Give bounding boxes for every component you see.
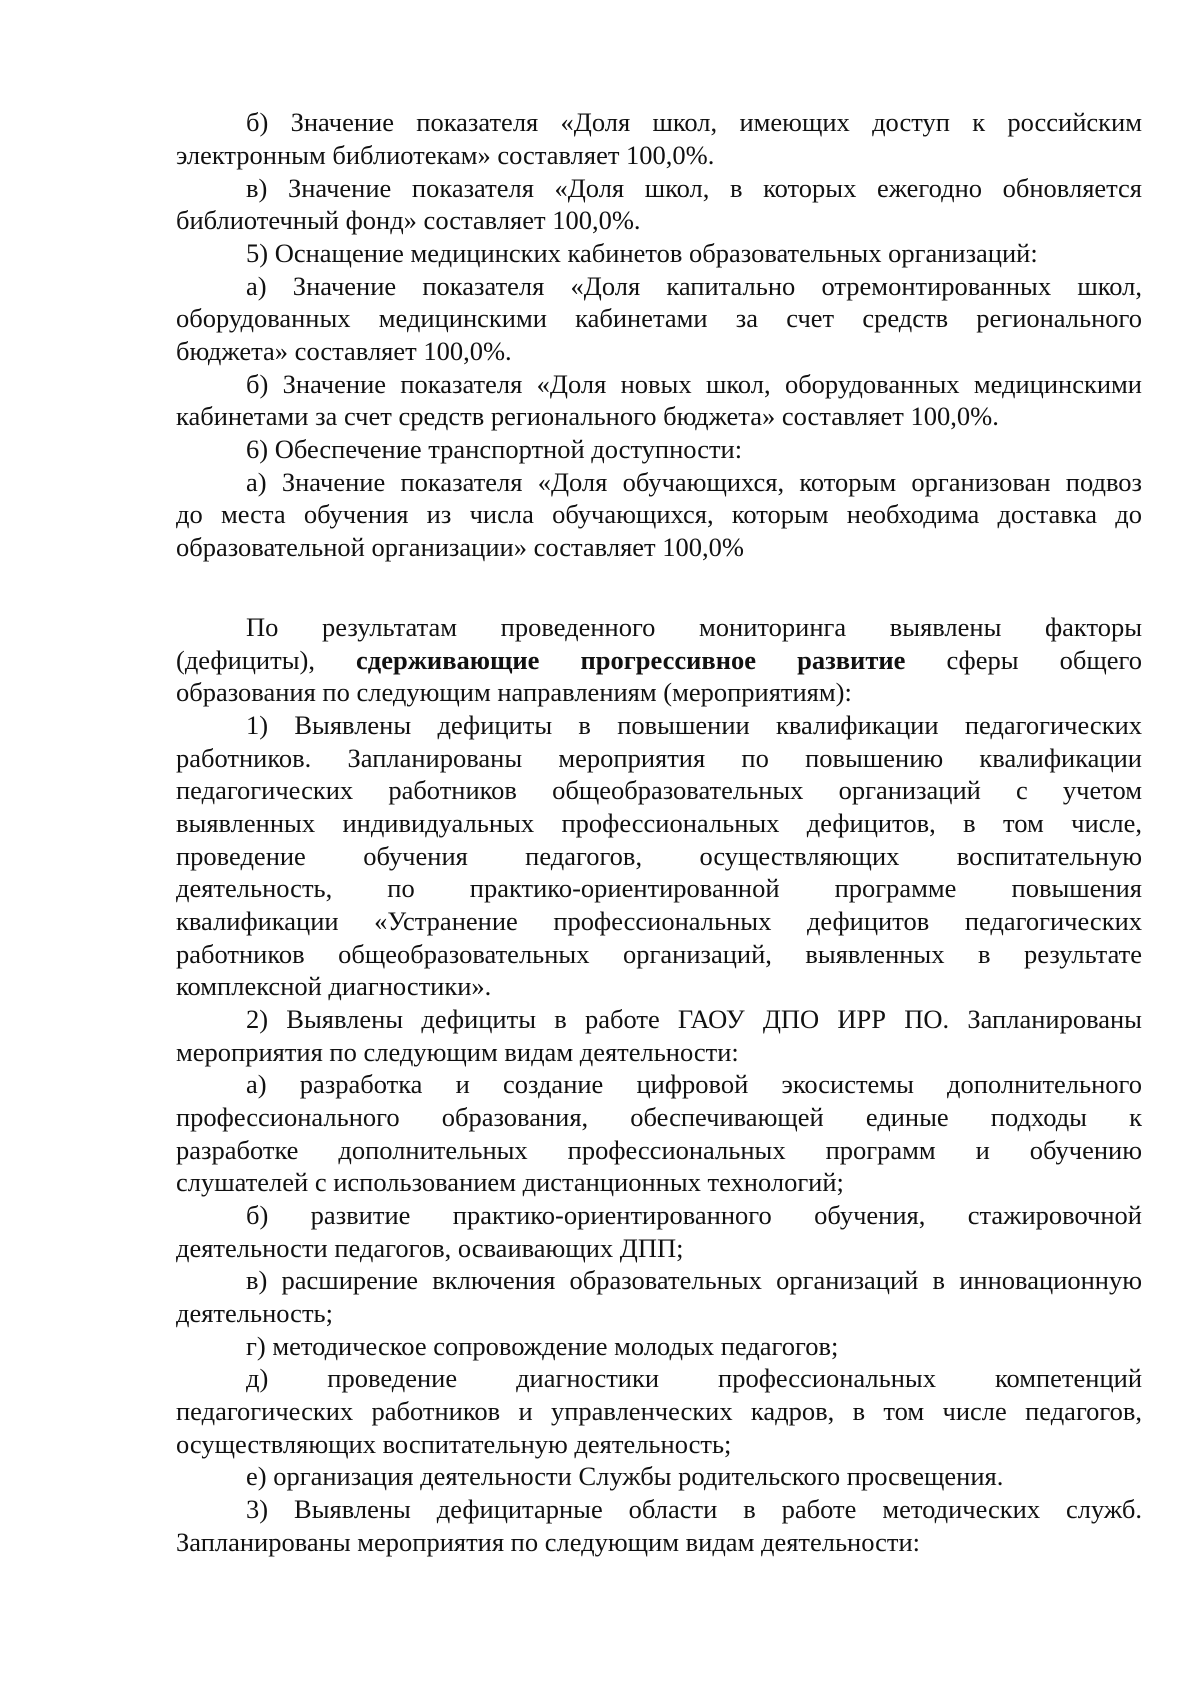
text-line: до места обучения из числа обучающихся, которым необходима доставка до	[176, 499, 1142, 529]
text-line: работников общеобразовательных организаций, выявленных в результате	[176, 939, 1142, 969]
text-line: оборудованных медицинскими кабинетами за счет средств регионального	[176, 303, 1142, 333]
text-line: образования по следующим направлениям (мероприятиям):	[176, 677, 852, 707]
text-line: бюджета» составляет 100,0%.	[176, 336, 512, 366]
text-line: Запланированы мероприятия по следующим видам деятельности:	[176, 1527, 921, 1557]
text-line: а) Значение показателя «Доля капитально отремонтированных школ,	[246, 271, 1142, 301]
text-line: деятельности педагогов, осваивающих ДПП;	[176, 1233, 684, 1263]
text-line: 5) Оснащение медицинских кабинетов образовательных организаций:	[246, 238, 1038, 268]
text-line: квалификации «Устранение профессиональных дефицитов педагогических	[176, 906, 1142, 936]
text-line: г) методическое сопровождение молодых педагогов;	[246, 1331, 839, 1361]
text-line: в) Значение показателя «Доля школ, в которых ежегодно обновляется	[246, 173, 1142, 203]
text-segment: сферы общего	[905, 645, 1142, 675]
text-line: выявленных индивидуальных профессиональных дефицитов, в том числе,	[176, 808, 1142, 838]
text-line: работников. Запланированы мероприятия по повышению квалификации	[176, 743, 1142, 773]
text-line: 6) Обеспечение транспортной доступности:	[246, 434, 743, 464]
text-line: 1) Выявлены дефициты в повышении квалификации педагогических	[246, 710, 1142, 740]
text-line: б) развитие практико-ориентированного обучения, стажировочной	[246, 1200, 1142, 1230]
text-line: осуществляющих воспитательную деятельность;	[176, 1429, 732, 1459]
text-line: библиотечный фонд» составляет 100,0%.	[176, 205, 641, 235]
text-line: 3) Выявлены дефицитарные области в работе методических служб.	[246, 1494, 1142, 1524]
text-line: в) расширение включения образовательных организаций в инновационную	[246, 1265, 1142, 1295]
text-line: электронным библиотекам» составляет 100,0%.	[176, 140, 715, 170]
text-line: проведение обучения педагогов, осуществляющих воспитательную	[176, 841, 1142, 871]
text-line	[176, 644, 1142, 676]
text-line: а) Значение показателя «Доля обучающихся, которым организован подвоз	[246, 467, 1142, 497]
text-line: педагогических работников общеобразовательных организаций с учетом	[176, 775, 1142, 805]
text-line: деятельность;	[176, 1298, 333, 1328]
text-line: деятельность, по практико-ориентированной программе повышения	[176, 873, 1142, 903]
text-line: комплексной диагностики».	[176, 971, 492, 1001]
text-line: кабинетами за счет средств регионального бюджета» составляет 100,0%.	[176, 401, 999, 431]
text-line: б) Значение показателя «Доля школ, имеющих доступ к российским	[246, 107, 1142, 137]
text-line: д) проведение диагностики профессиональных компетенций	[246, 1363, 1142, 1393]
text-line: разработке дополнительных профессиональных программ и обучению	[176, 1135, 1142, 1165]
text-line: 2) Выявлены дефициты в работе ГАОУ ДПО ИРР ПО. Запланированы	[246, 1004, 1142, 1034]
text-line: мероприятия по следующим видам деятельности:	[176, 1037, 739, 1067]
text-segment: (дефициты),	[176, 645, 357, 675]
text-line: е) организация деятельности Службы родительского просвещения.	[246, 1461, 1004, 1491]
text-line: слушателей с использованием дистанционных технологий;	[176, 1167, 844, 1197]
text-line: образовательной организации» составляет 100,0%	[176, 532, 744, 562]
text-line: б) Значение показателя «Доля новых школ, оборудованных медицинскими	[246, 369, 1142, 399]
text-line: профессионального образования, обеспечивающей единые подходы к	[176, 1102, 1142, 1132]
text-line: педагогических работников и управленческих кадров, в том числе педагогов,	[176, 1396, 1142, 1426]
bold-text-segment: сдерживающие прогрессивное развитие	[356, 645, 906, 675]
text-line: По результатам проведенного мониторинга выявлены факторы	[246, 612, 1142, 642]
text-line: а) разработка и создание цифровой экосистемы дополнительного	[246, 1069, 1142, 1099]
